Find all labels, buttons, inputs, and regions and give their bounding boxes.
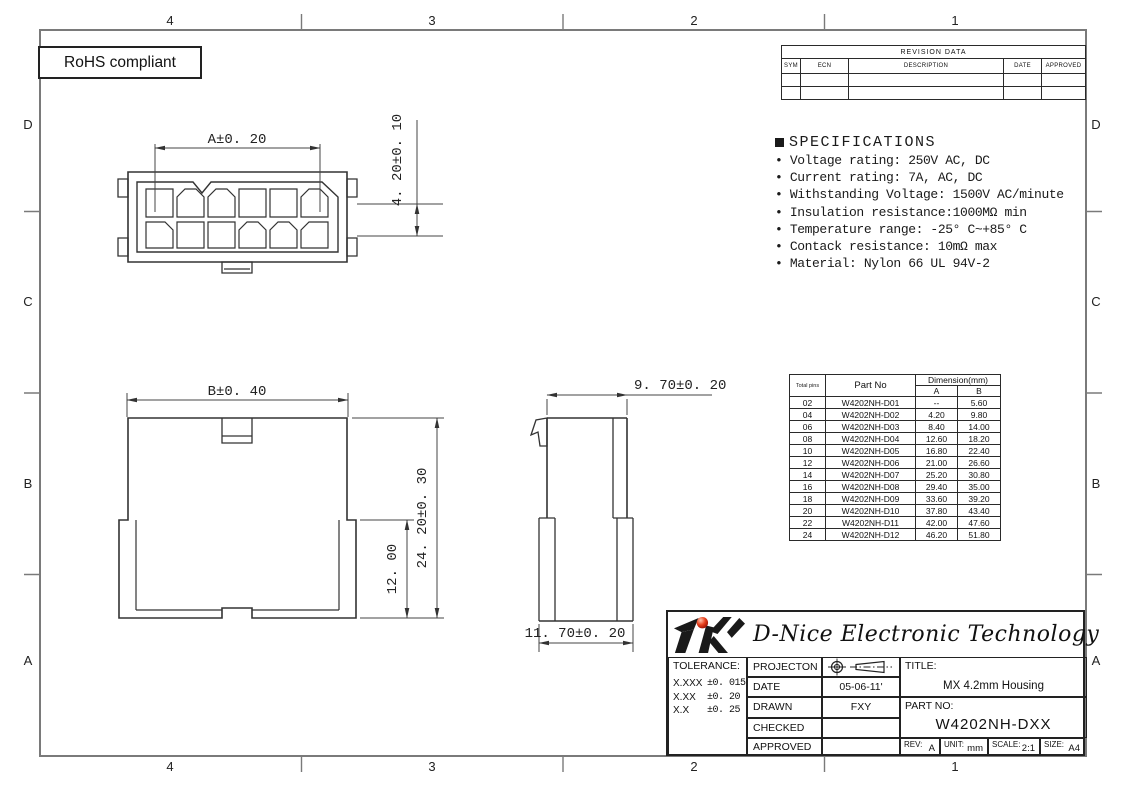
zone-label: 4 bbox=[166, 759, 174, 774]
checked-value bbox=[822, 718, 900, 738]
date-label: DATE bbox=[747, 677, 822, 697]
revision-col-description: DESCRIPTION bbox=[849, 59, 1004, 74]
cell-total-pins: 08 bbox=[790, 433, 826, 445]
parts-table-row bbox=[790, 397, 1001, 409]
parts-table-row bbox=[790, 445, 1001, 457]
cell-part-no: W4202NH-D09 bbox=[826, 493, 916, 505]
cell-dim-a: 46.20 bbox=[916, 529, 958, 541]
cell-part-no: W4202NH-D02 bbox=[826, 409, 916, 421]
tolerance-lines bbox=[673, 678, 746, 716]
zone-label: C bbox=[23, 294, 33, 309]
cell-total-pins: 20 bbox=[790, 505, 826, 517]
specification-item: • Temperature range: -25° C~+85° C bbox=[775, 221, 1090, 238]
scale-value: 2:1 bbox=[1021, 742, 1035, 754]
revision-empty-row bbox=[782, 74, 1086, 87]
specifications-section bbox=[775, 133, 1090, 272]
cell-dim-a: 33.60 bbox=[916, 493, 958, 505]
company-logo-icon bbox=[673, 615, 745, 655]
tolerance-line: X.XXX ±0. 015 bbox=[673, 678, 746, 689]
specification-item: • Insulation resistance:1000MΩ min bbox=[775, 204, 1090, 221]
drawn-label: DRAWN bbox=[747, 697, 822, 717]
size-value: A4 bbox=[1068, 742, 1080, 754]
cell-part-no: W4202NH-D08 bbox=[826, 481, 916, 493]
zone-label: B bbox=[1091, 476, 1101, 491]
cell-total-pins: 02 bbox=[790, 397, 826, 409]
unit-cell bbox=[940, 738, 988, 756]
title-cell bbox=[900, 657, 1087, 697]
zone-label: D bbox=[1091, 117, 1101, 132]
cell-dim-b: 26.60 bbox=[958, 457, 1001, 469]
dim-total-height-label: 24. 20±0. 30 bbox=[415, 467, 431, 569]
parts-col-dimension: Dimension(mm) bbox=[916, 375, 1001, 386]
front-view bbox=[118, 172, 357, 273]
rev-label: REV: bbox=[904, 739, 923, 749]
specification-item: • Withstanding Voltage: 1500V AC/minute bbox=[775, 186, 1090, 203]
cell-total-pins: 18 bbox=[790, 493, 826, 505]
unit-value: mm bbox=[967, 742, 983, 754]
cell-dim-b: 51.80 bbox=[958, 529, 1001, 541]
drawn-value: FXY bbox=[822, 697, 900, 717]
zone-label: D bbox=[23, 117, 33, 132]
checked-label: CHECKED bbox=[747, 718, 822, 738]
polarization-tab bbox=[222, 262, 252, 273]
parts-table-row bbox=[790, 469, 1001, 481]
zone-label: 4 bbox=[166, 13, 174, 28]
third-angle-projection-icon bbox=[826, 658, 896, 676]
dimension-labels bbox=[208, 114, 727, 642]
projection-symbol-cell bbox=[822, 657, 900, 677]
cell-total-pins: 04 bbox=[790, 409, 826, 421]
cell-part-no: W4202NH-D01 bbox=[826, 397, 916, 409]
revision-col-sym: SYM bbox=[782, 59, 801, 74]
parts-col-b: B bbox=[958, 386, 1001, 397]
cell-part-no: W4202NH-D05 bbox=[826, 445, 916, 457]
unit-label: UNIT: bbox=[944, 739, 964, 749]
dim-width-b-label: B±0. 40 bbox=[207, 384, 267, 400]
cell-part-no: W4202NH-D04 bbox=[826, 433, 916, 445]
scale-label: SCALE: bbox=[992, 739, 1021, 749]
cell-dim-b: 9.80 bbox=[958, 409, 1001, 421]
specifications-title: SPECIFICATIONS bbox=[789, 133, 937, 151]
revision-col-date: DATE bbox=[1004, 59, 1042, 74]
specifications-list bbox=[775, 152, 1090, 272]
revision-empty-row bbox=[782, 87, 1086, 100]
zone-label: 3 bbox=[428, 759, 436, 774]
tolerance-line: X.X ±0. 25 bbox=[673, 705, 741, 716]
parts-table bbox=[789, 374, 1001, 541]
cell-dim-a: 29.40 bbox=[916, 481, 958, 493]
latch-hook bbox=[531, 418, 547, 446]
cell-total-pins: 22 bbox=[790, 517, 826, 529]
parts-table-row bbox=[790, 529, 1001, 541]
cell-part-no: W4202NH-D06 bbox=[826, 457, 916, 469]
cell-dim-a: 25.20 bbox=[916, 469, 958, 481]
tolerance-cell bbox=[668, 657, 747, 756]
cell-dim-a: 37.80 bbox=[916, 505, 958, 517]
parts-table-row bbox=[790, 421, 1001, 433]
specifications-title-row bbox=[775, 133, 1090, 151]
part-no-value: W4202NH-DXX bbox=[935, 715, 1052, 733]
cell-total-pins: 10 bbox=[790, 445, 826, 457]
specification-item: • Material: Nylon 66 UL 94V-2 bbox=[775, 255, 1090, 272]
specification-item: • Current rating: 7A, AC, DC bbox=[775, 169, 1090, 186]
parts-table-row bbox=[790, 517, 1001, 529]
parts-table-row bbox=[790, 409, 1001, 421]
dim-leg-height-label: 12. 00 bbox=[385, 543, 401, 595]
cell-dim-a: 21.00 bbox=[916, 457, 958, 469]
cell-dim-b: 30.80 bbox=[958, 469, 1001, 481]
dim-depth-bottom-label: 11. 70±0. 20 bbox=[524, 626, 626, 642]
zone-label: A bbox=[1091, 653, 1101, 668]
zone-label: 3 bbox=[428, 13, 436, 28]
zone-label: 2 bbox=[690, 13, 698, 28]
cell-total-pins: 16 bbox=[790, 481, 826, 493]
tolerance-label: TOLERANCE: bbox=[673, 660, 740, 672]
cell-part-no: W4202NH-D11 bbox=[826, 517, 916, 529]
date-value: 05-06-11' bbox=[822, 677, 900, 697]
tolerance-line: X.XX ±0. 20 bbox=[673, 691, 741, 703]
zone-label: A bbox=[23, 653, 33, 668]
rev-cell bbox=[900, 738, 940, 756]
size-cell bbox=[1040, 738, 1085, 756]
approved-value bbox=[822, 738, 900, 756]
cell-dim-a: 42.00 bbox=[916, 517, 958, 529]
dim-depth-top-label: 9. 70±0. 20 bbox=[634, 378, 727, 394]
rohs-label: RoHS compliant bbox=[64, 53, 176, 71]
cell-total-pins: 14 bbox=[790, 469, 826, 481]
cell-part-no: W4202NH-D03 bbox=[826, 421, 916, 433]
scale-cell bbox=[988, 738, 1040, 756]
cell-dim-a: 4.20 bbox=[916, 409, 958, 421]
drawing-title: MX 4.2mm Housing bbox=[943, 680, 1044, 693]
square-bullet-icon bbox=[775, 138, 784, 147]
rev-value: A bbox=[928, 742, 935, 754]
revision-col-ecn: ECN bbox=[801, 59, 849, 74]
size-label: SIZE: bbox=[1044, 739, 1065, 749]
cell-total-pins: 24 bbox=[790, 529, 826, 541]
cell-dim-b: 39.20 bbox=[958, 493, 1001, 505]
dim-row-pitch-label: 4. 20±0. 10 bbox=[390, 113, 406, 207]
cell-dim-b: 14.00 bbox=[958, 421, 1001, 433]
cell-part-no: W4202NH-D10 bbox=[826, 505, 916, 517]
parts-table-row bbox=[790, 457, 1001, 469]
approved-label: APPROVED bbox=[747, 738, 822, 756]
cell-dim-a: 16.80 bbox=[916, 445, 958, 457]
specification-item: • Voltage rating: 250V AC, DC bbox=[775, 152, 1090, 169]
parts-table-row bbox=[790, 433, 1001, 445]
cell-total-pins: 06 bbox=[790, 421, 826, 433]
cell-total-pins: 12 bbox=[790, 457, 826, 469]
parts-col-a: A bbox=[916, 386, 958, 397]
title-label: TITLE: bbox=[905, 660, 937, 672]
zone-label: B bbox=[23, 476, 33, 491]
revision-table bbox=[781, 45, 1086, 100]
parts-table-row bbox=[790, 481, 1001, 493]
part-no-label: PART NO: bbox=[905, 700, 954, 713]
side-profile-view bbox=[531, 418, 633, 621]
specification-item: • Contack resistance: 10mΩ max bbox=[775, 238, 1090, 255]
cell-dim-b: 22.40 bbox=[958, 445, 1001, 457]
parts-col-part-no: Part No bbox=[826, 375, 916, 397]
zone-label: 2 bbox=[690, 759, 698, 774]
zone-label: C bbox=[1091, 294, 1101, 309]
revision-table-title: REVISION DATA bbox=[782, 46, 1086, 59]
cell-dim-b: 18.20 bbox=[958, 433, 1001, 445]
company-name: D-Nice Electronic Technology bbox=[753, 622, 1100, 647]
cell-dim-a: 12.60 bbox=[916, 433, 958, 445]
part-no-cell bbox=[900, 697, 1087, 737]
cell-dim-b: 47.60 bbox=[958, 517, 1001, 529]
cell-dim-a: -- bbox=[916, 397, 958, 409]
cell-dim-b: 5.60 bbox=[958, 397, 1001, 409]
parts-table-row bbox=[790, 493, 1001, 505]
cell-dim-b: 43.40 bbox=[958, 505, 1001, 517]
company-header bbox=[668, 612, 1100, 657]
revision-col-approved: APPROVED bbox=[1042, 59, 1086, 74]
bottom-view bbox=[119, 418, 356, 618]
zone-label: 1 bbox=[951, 759, 959, 774]
dim-pitch-a-label: A±0. 20 bbox=[207, 132, 267, 148]
cell-part-no: W4202NH-D07 bbox=[826, 469, 916, 481]
zone-label: 1 bbox=[951, 13, 959, 28]
parts-col-total-pins: Total pins bbox=[790, 375, 826, 397]
rohs-compliant-badge bbox=[38, 46, 202, 79]
cell-dim-a: 8.40 bbox=[916, 421, 958, 433]
cell-part-no: W4202NH-D12 bbox=[826, 529, 916, 541]
pin-cavities bbox=[146, 189, 328, 248]
cell-dim-b: 35.00 bbox=[958, 481, 1001, 493]
parts-table-row bbox=[790, 505, 1001, 517]
projection-label: PROJECTON bbox=[747, 657, 822, 677]
title-block bbox=[666, 610, 1100, 756]
